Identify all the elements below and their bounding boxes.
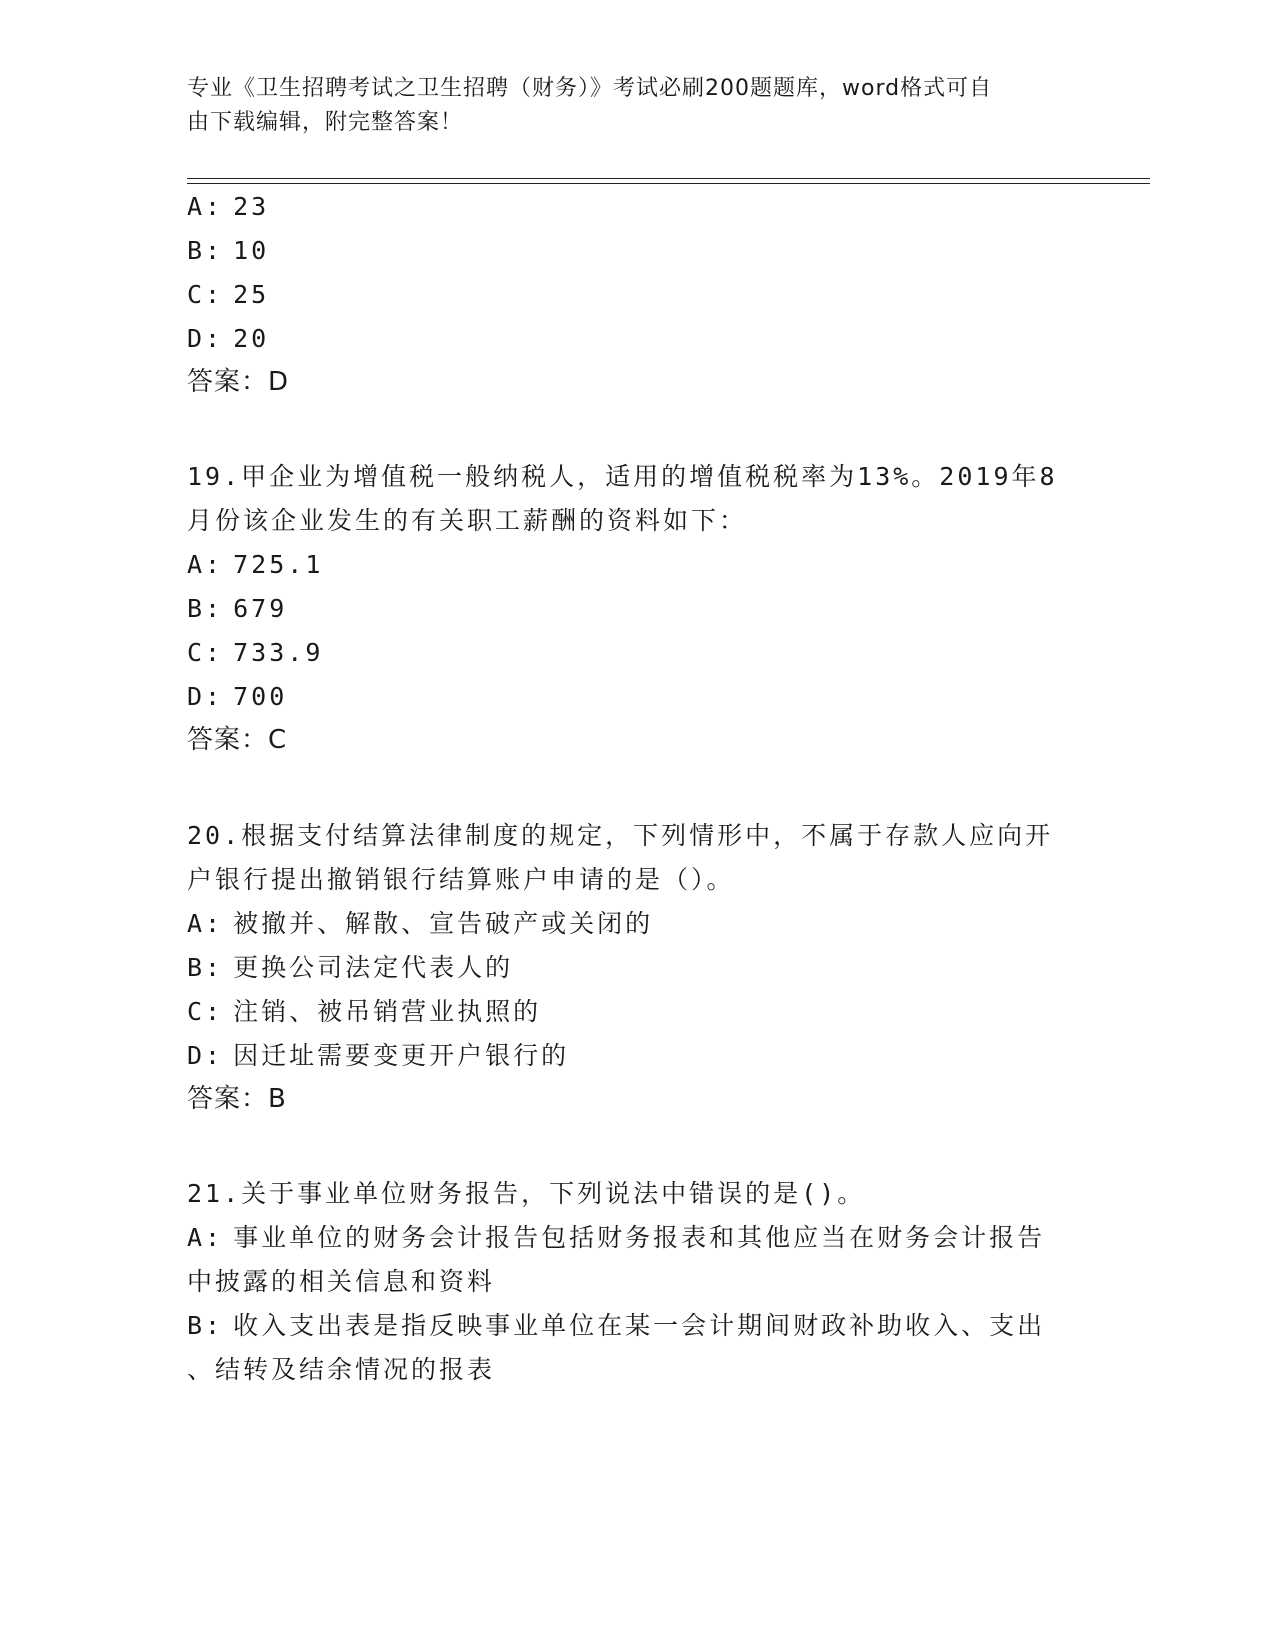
q21-option-b-line-1: B: 收入支出表是指反映事业单位在某一会计期间财政补助收入、支出: [187, 1311, 1046, 1340]
q18-answer: 答案：D: [187, 367, 290, 397]
q21-option-b-line-2: 、结转及结余情况的报表: [187, 1355, 496, 1384]
q18-option-c: C: 25: [187, 280, 270, 309]
q20-option-d: D: 因迁址需要变更开户银行的: [187, 1041, 570, 1070]
document-header: [187, 72, 1067, 140]
q20-option-c: C: 注销、被吊销营业执照的: [187, 997, 542, 1026]
q21-option-a-line-2: 中披露的相关信息和资料: [187, 1267, 496, 1296]
q19-option-d: D: 700: [187, 682, 288, 711]
header-rule-top: [187, 178, 1150, 179]
q18-option-d: D: 20: [187, 324, 270, 353]
q20-option-b: B: 更换公司法定代表人的: [187, 953, 514, 982]
q19-option-b: B: 679: [187, 594, 288, 623]
header-line-2: 由下载编辑，附完整答案！: [187, 110, 464, 135]
q21-option-a-line-1: A: 事业单位的财务会计报告包括财务报表和其他应当在财务会计报告: [187, 1223, 1046, 1252]
q20-stem-line-2: 户银行提出撤销银行结算账户申请的是（）。: [187, 865, 735, 894]
q20-answer: 答案：B: [187, 1084, 287, 1114]
q19-stem-line-1: 19.甲企业为增值税一般纳税人，适用的增值税税率为13%。2019年8: [187, 462, 1058, 491]
q20-stem-line-1: 20.根据支付结算法律制度的规定，下列情形中，不属于存款人应向开: [187, 821, 1054, 850]
header-line-1: 专业《卫生招聘考试之卫生招聘（财务）》考试必刷200题题库，word格式可自: [187, 76, 993, 101]
q20-option-a: A: 被撤并、解散、宣告破产或关闭的: [187, 909, 654, 938]
q19-answer: 答案：C: [187, 725, 288, 755]
header-rule-bottom: [187, 183, 1150, 184]
q19-stem-line-2: 月份该企业发生的有关职工薪酬的资料如下：: [187, 506, 748, 535]
q19-option-a: A: 725.1: [187, 550, 324, 579]
q21-stem-line-1: 21.关于事业单位财务报告，下列说法中错误的是()。: [187, 1179, 866, 1208]
q19-option-c: C: 733.9: [187, 638, 324, 667]
q18-option-a: A: 23: [187, 192, 270, 221]
q18-option-b: B: 10: [187, 236, 270, 265]
